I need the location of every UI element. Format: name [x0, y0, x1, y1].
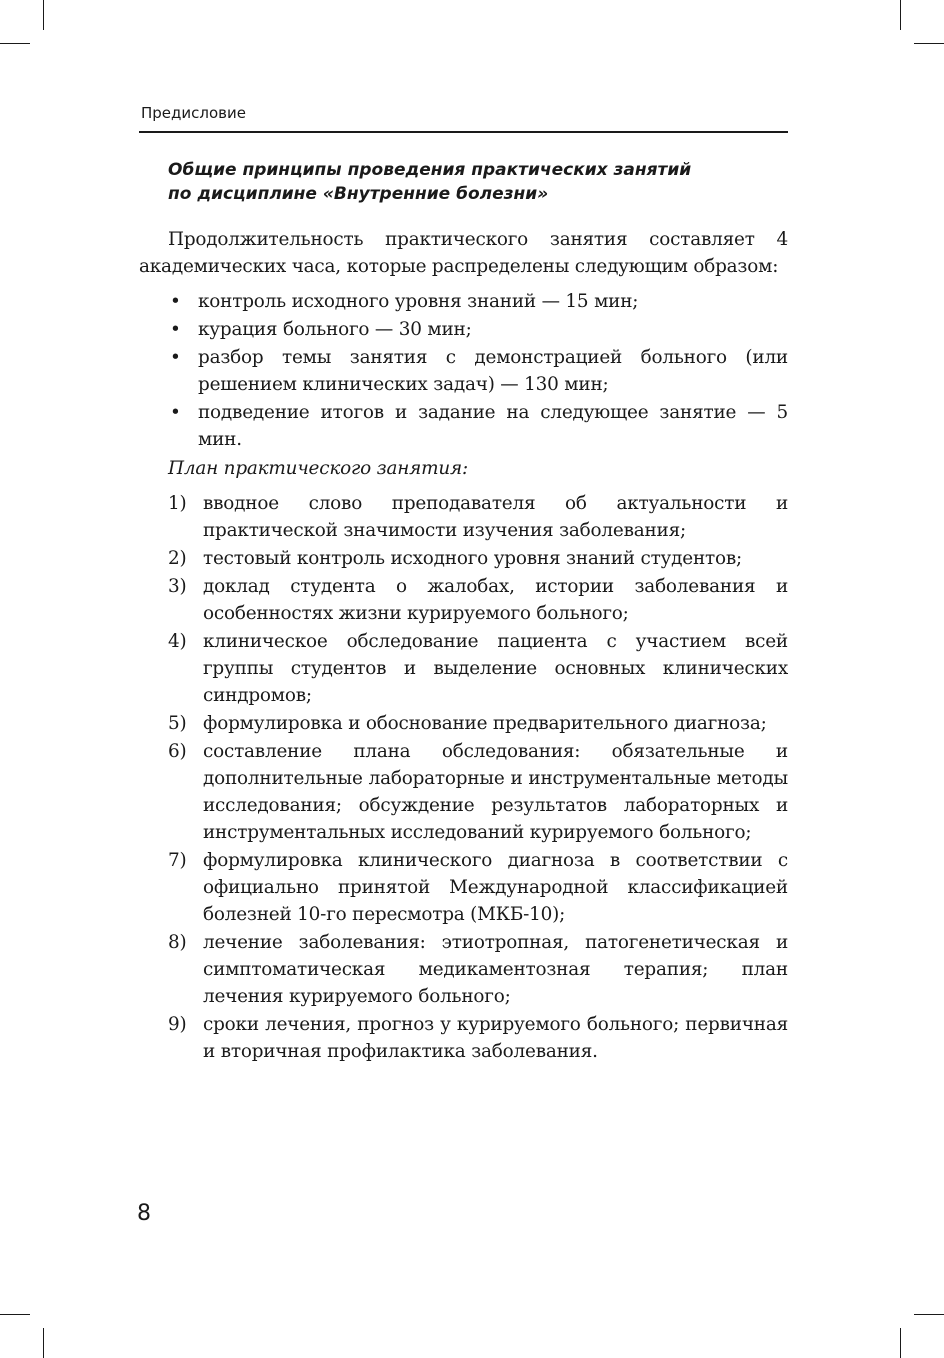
bullet-text: разбор темы занятия с демонстрацией больного (или решением клинических задач) — 130 мин; [198, 347, 788, 395]
bullet-marker: • [170, 319, 181, 340]
plan-item-number: 2) [168, 548, 187, 569]
plan-item-text: сроки лечения, прогноз у курируемого больного; первичная и вторичная профилактика заболевания. [203, 1014, 788, 1062]
crop-mark-bottom-right-horizontal [914, 1314, 944, 1315]
plan-item-number: 1) [168, 493, 187, 514]
plan-title: План практического занятия: [168, 458, 468, 479]
crop-mark-bottom-left-horizontal [0, 1314, 30, 1315]
bullet-item [168, 344, 788, 398]
bullet-text: подведение итогов и задание на следующее занятие — 5 мин. [198, 402, 788, 450]
bullet-marker: • [170, 402, 181, 423]
plan-item-text: составление плана обследования: обязательные и дополнительные лабораторные и инструментальные методы исследования; обсуждение результатов лабораторных и инструментальных исследований курируемого больного; [203, 741, 788, 843]
plan-item-text: вводное слово преподавателя об актуальности и практической значимости изучения заболевания; [203, 493, 788, 541]
page-number: 8 [137, 1201, 151, 1226]
plan-item-number: 6) [168, 741, 187, 762]
section-title [168, 158, 788, 206]
bullet-marker: • [170, 291, 181, 312]
plan-item [168, 1011, 788, 1065]
plan-item-text: лечение заболевания: этиотропная, патогенетическая и симптоматическая медикаментозная терапия; план лечения курируемого больного; [203, 932, 788, 1007]
section-title-line-1: Общие принципы проведения практических занятий [168, 160, 692, 180]
bullet-item [168, 399, 788, 453]
plan-numbered-list [168, 490, 788, 1066]
plan-item-text: доклад студента о жалобах, истории заболевания и особенностях жизни курируемого больного; [203, 576, 788, 624]
plan-item-text: формулировка клинического диагноза в соответствии с официально принятой Международной классификацией болезней 10-го пересмотра (МКБ-10); [203, 850, 788, 925]
plan-item [168, 573, 788, 627]
bullet-text: курация больного — 30 мин; [198, 319, 472, 340]
crop-mark-top-right-horizontal [914, 43, 944, 44]
header-rule [139, 131, 788, 133]
running-head: Предисловие [141, 104, 246, 122]
section-title-line-2: по дисциплине «Внутренние болезни» [168, 184, 549, 204]
plan-item [168, 490, 788, 544]
bullet-item [168, 288, 788, 315]
plan-item-text: клиническое обследование пациента с участием всей группы студентов и выделение основных клинических синдромов; [203, 631, 788, 706]
crop-mark-top-left-vertical [43, 0, 44, 30]
crop-mark-top-left-horizontal [0, 43, 30, 44]
plan-item [168, 710, 788, 737]
plan-item-text: тестовый контроль исходного уровня знаний студентов; [203, 548, 743, 569]
intro-paragraph: Продолжительность практического занятия составляет 4 академических часа, которые распределены следующим образом: [139, 229, 788, 277]
plan-item-number: 7) [168, 850, 187, 871]
plan-item-number: 3) [168, 576, 187, 597]
plan-item-number: 8) [168, 932, 187, 953]
bullet-item [168, 316, 788, 343]
plan-item [168, 847, 788, 928]
plan-item-text: формулировка и обоснование предварительного диагноза; [203, 713, 767, 734]
schedule-bullet-list [168, 288, 788, 454]
bullet-text: контроль исходного уровня знаний — 15 мин; [198, 291, 639, 312]
crop-mark-bottom-right-vertical [900, 1328, 901, 1358]
crop-mark-top-right-vertical [900, 0, 901, 30]
plan-item [168, 738, 788, 846]
bullet-marker: • [170, 347, 181, 368]
plan-item [168, 628, 788, 709]
plan-item-number: 9) [168, 1014, 187, 1035]
plan-item [168, 929, 788, 1010]
plan-item-number: 5) [168, 713, 187, 734]
plan-item [168, 545, 788, 572]
crop-mark-bottom-left-vertical [43, 1328, 44, 1358]
plan-item-number: 4) [168, 631, 187, 652]
